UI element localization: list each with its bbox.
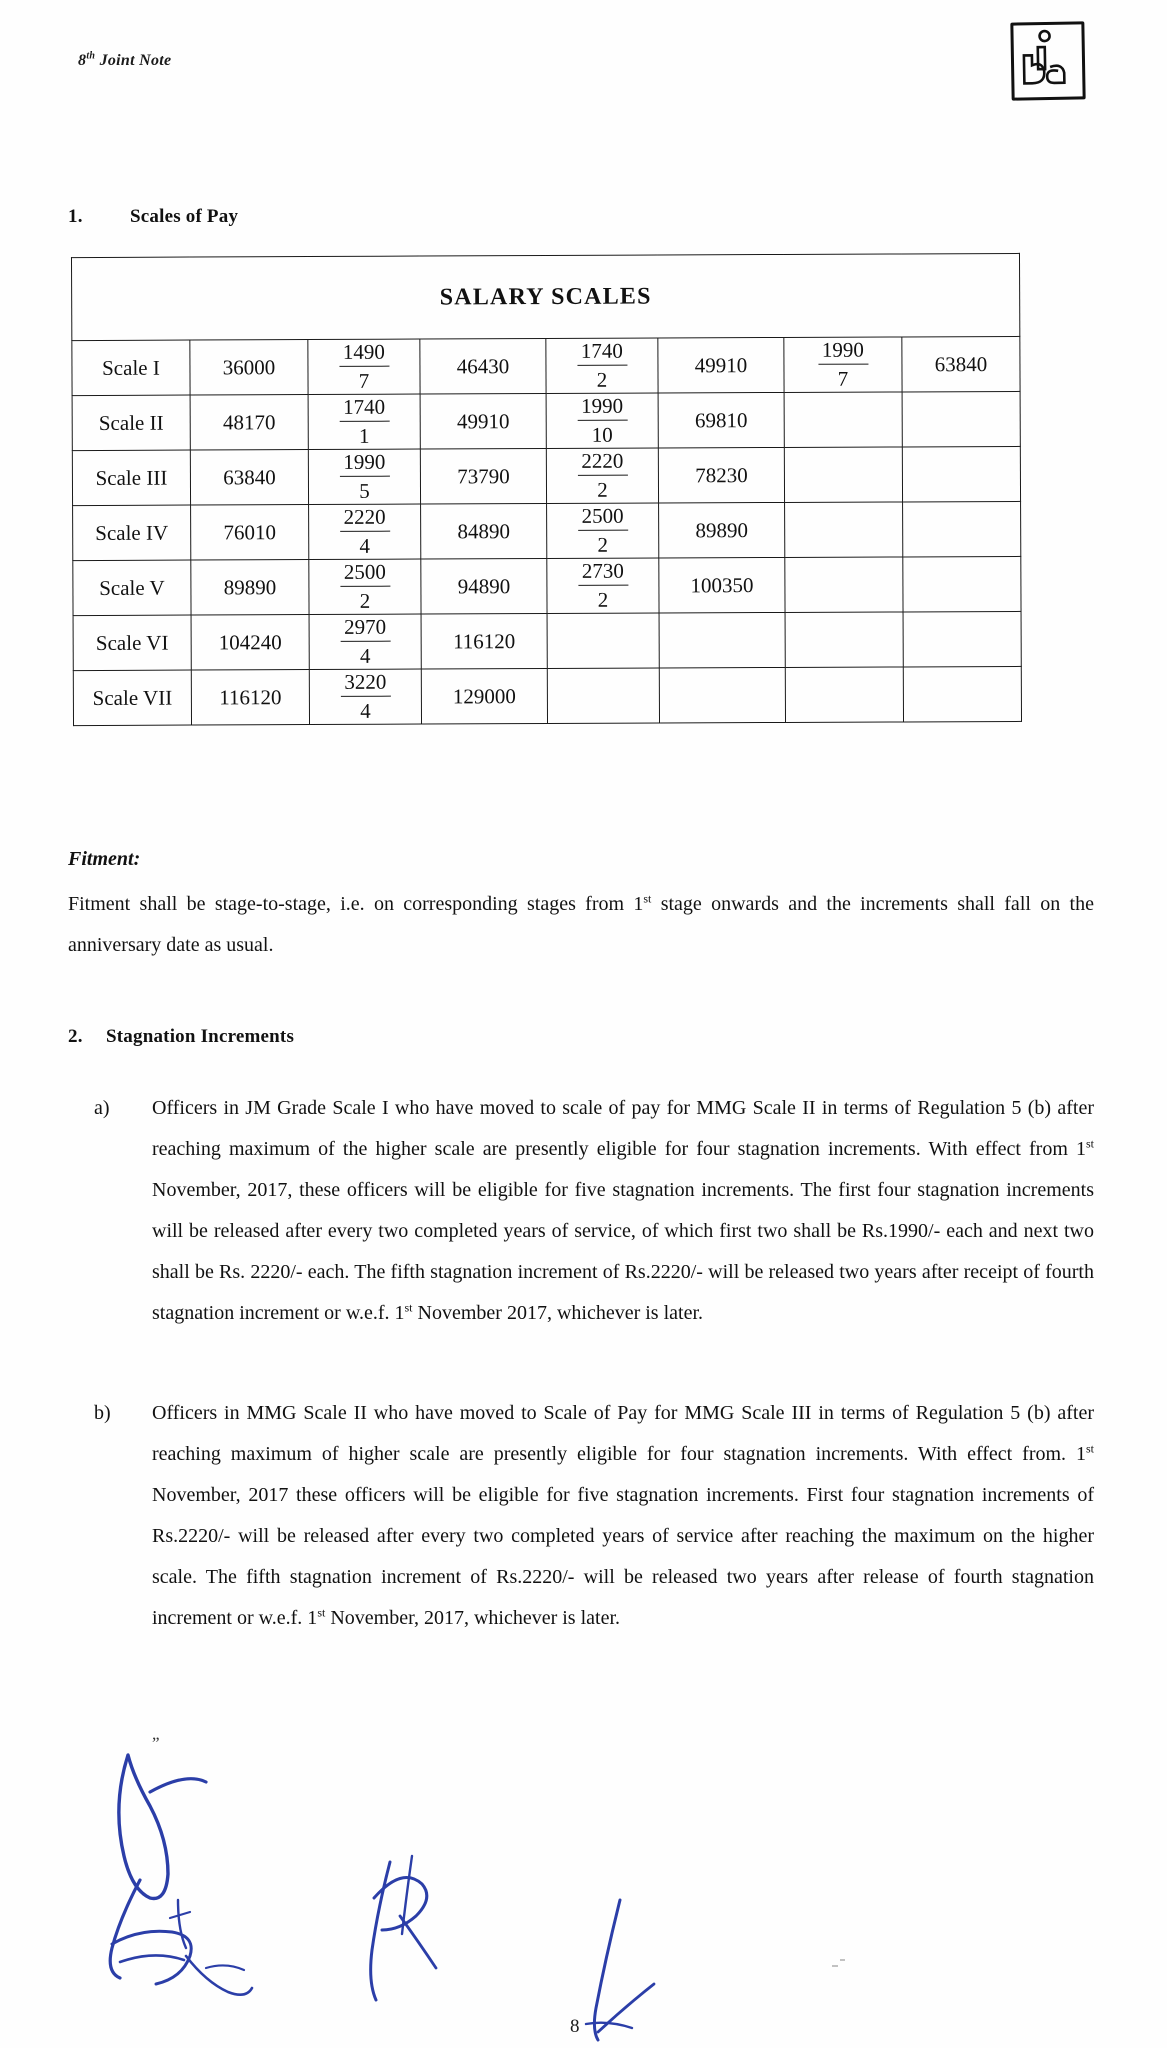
stage-cell-1: 129000 [421, 668, 547, 724]
stage-cell-1: 116120 [421, 613, 547, 669]
table-row [73, 611, 1021, 670]
fraction-bar [578, 585, 628, 586]
increment-count: 4 [359, 643, 371, 668]
increment-amount: 2220 [581, 448, 624, 473]
increment-amount: 1740 [343, 394, 386, 419]
increment-fraction [334, 670, 396, 724]
scale-name-cell: Scale II [72, 395, 190, 451]
increment-amount: 1740 [580, 338, 623, 363]
increment-cell-3 [785, 502, 903, 558]
increment-amount: 2500 [581, 503, 624, 528]
fraction-bar [339, 421, 389, 422]
stage-cell-2: 78230 [658, 447, 784, 503]
iba-logo [1010, 21, 1085, 100]
increment-amount: 2220 [343, 504, 386, 529]
stage-cell-3 [903, 666, 1021, 722]
increment-cell-1 [308, 339, 420, 394]
table-row [73, 666, 1021, 725]
fitment-text-part1: Fitment shall be stage-to-stage, i.e. on corresponding stages from 1 [68, 893, 644, 915]
salary-scales-table [71, 253, 1022, 726]
increment-fraction [334, 505, 396, 559]
increment-fraction [812, 338, 874, 392]
fraction-bar [339, 476, 389, 477]
table-row [72, 391, 1020, 450]
increment-cell-2 [546, 448, 658, 503]
increment-cell-3 [784, 447, 902, 503]
page-number: 8 [570, 2016, 580, 2037]
stage-cell-2 [659, 667, 785, 723]
scale-name-cell: Scale VI [73, 615, 191, 671]
increment-fraction [334, 560, 396, 614]
increment-count: 4 [360, 698, 371, 723]
fitment-body-text [68, 884, 1094, 966]
increment-count: 2 [596, 367, 608, 392]
stage-cell-1: 46430 [420, 338, 546, 394]
increment-cell-3 [784, 337, 902, 393]
increment-fraction [571, 394, 633, 448]
table-row [73, 556, 1021, 615]
stagnation-item-a-text [152, 1088, 1094, 1334]
stage-cell-1: 49910 [420, 393, 546, 449]
section-2-title: Stagnation Increments [106, 1026, 295, 1047]
document-header-label [78, 52, 171, 70]
increment-amount: 1990 [821, 337, 864, 362]
increment-cell-3 [785, 612, 903, 668]
salary-table-title: SALARY SCALES [71, 253, 1019, 340]
section-2-heading [68, 1026, 294, 1048]
table-row [72, 336, 1020, 395]
increment-cell-1 [308, 394, 420, 449]
increment-fraction [333, 450, 395, 504]
fraction-bar [339, 366, 389, 367]
item-a-part1: Officers in JM Grade Scale I who have moved to scale of pay for MMG Scale II in terms of Regulation 5 (b) after reaching maximum of the higher scale are presently eligible for four stagnation increments. With effect from 1 [152, 1097, 1094, 1160]
scale-name-cell: Scale III [72, 450, 190, 506]
fraction-bar [577, 365, 627, 366]
increment-cell-3 [784, 392, 902, 448]
fraction-bar [340, 531, 390, 532]
fitment-heading: Fitment: [68, 848, 141, 870]
item-a-part2: November, 2017, these officers will be eligible for five stagnation increments. The first four stagnation increments will be released after every two completed years of service, of which first two shall be Rs.1990/- each and next two shall be Rs. 2220/- each. The fifth stagnation increment of Rs.2220/- will be released two years after receipt of fourth stagnation increment or w.e.f. 1 [152, 1179, 1094, 1324]
salary-table-title-row [71, 253, 1019, 340]
increment-fraction [333, 340, 395, 394]
basic-pay-cell: 104240 [191, 615, 309, 671]
basic-pay-cell: 48170 [190, 395, 308, 451]
increment-count: 2 [359, 588, 371, 613]
increment-cell-2 [547, 503, 659, 558]
increment-cell-1 [309, 559, 421, 614]
section-2-number: 2. [68, 1026, 83, 1047]
increment-count: 4 [359, 533, 371, 558]
fraction-bar [340, 641, 390, 642]
scale-name-cell: Scale IV [73, 505, 191, 561]
increment-cell-3 [785, 557, 903, 613]
stage-cell-3 [902, 391, 1020, 447]
increment-fraction [571, 339, 633, 393]
item-a-part3: November 2017, whichever is later. [412, 1302, 703, 1324]
increment-count: 1 [358, 423, 370, 448]
increment-cell-2 [547, 613, 659, 668]
stage-cell-1: 94890 [421, 558, 547, 614]
increment-amount: 1490 [342, 339, 385, 364]
stage-cell-2 [659, 612, 785, 668]
item-b-part3: November, 2017, whichever is later. [325, 1607, 620, 1629]
stage-cell-2: 69810 [658, 392, 784, 448]
scale-name-cell: Scale V [73, 560, 191, 616]
header-number: 8 [78, 52, 87, 69]
header-ordinal-suffix: th [86, 50, 96, 62]
increment-count: 2 [597, 532, 609, 557]
increment-cell-2 [547, 668, 659, 723]
increment-count: 10 [591, 422, 613, 447]
table-row [72, 446, 1020, 505]
item-b-part1: Officers in MMG Scale II who have moved to Scale of Pay for MMG Scale III in terms of Regulation 5 (b) after reaching maximum of higher scale are presently eligible for four stagnation increments. With effect from. 1 [152, 1402, 1094, 1465]
increment-fraction [334, 615, 396, 669]
increment-amount: 2500 [343, 559, 386, 584]
fitment-text-part2: stage onwards and the increments shall fall on the anniversary date as usual. [68, 893, 1094, 956]
increment-amount: 2730 [581, 558, 624, 583]
stage-cell-2: 89890 [659, 502, 785, 558]
increment-fraction [572, 559, 634, 613]
stage-cell-3 [903, 611, 1021, 667]
stage-cell-2: 49910 [658, 337, 784, 393]
item-b-sup2: st [317, 1605, 326, 1620]
salary-table-body [71, 253, 1021, 725]
stage-cell-1: 73790 [420, 448, 546, 504]
iba-logo-inner [1013, 24, 1082, 97]
increment-fraction [571, 449, 633, 503]
stagnation-item-b-marker: b) [94, 1402, 111, 1424]
stagnation-item-b [94, 1393, 1094, 1639]
scale-name-cell: Scale I [72, 340, 190, 396]
header-title-rest: Joint Note [95, 52, 172, 69]
increment-count: 5 [359, 478, 370, 503]
basic-pay-cell: 89890 [191, 560, 309, 616]
basic-pay-cell: 116120 [191, 670, 309, 726]
increment-cell-2 [546, 393, 658, 448]
increment-cell-1 [309, 504, 421, 559]
increment-amount: 1990 [581, 393, 624, 418]
item-a-sup2: st [404, 1300, 413, 1315]
stage-cell-3 [903, 501, 1021, 557]
table-row [73, 501, 1021, 560]
increment-count: 2 [597, 477, 608, 502]
stage-cell-2: 100350 [659, 557, 785, 613]
fraction-bar [577, 420, 627, 421]
increment-cell-3 [785, 667, 903, 723]
stage-cell-3 [902, 446, 1020, 502]
increment-count: 7 [358, 368, 370, 393]
basic-pay-cell: 36000 [190, 340, 308, 396]
stage-cell-1: 84890 [421, 503, 547, 559]
stage-cell-3: 63840 [902, 336, 1020, 392]
increment-fraction [333, 395, 395, 449]
fraction-bar [577, 475, 627, 476]
fraction-bar [340, 586, 390, 587]
fitment-ordinal-suffix: st [643, 891, 652, 906]
section-1-number: 1. [68, 206, 83, 227]
item-a-sup1: st [1085, 1136, 1094, 1151]
basic-pay-cell: 76010 [191, 505, 309, 561]
item-b-sup1: st [1085, 1441, 1094, 1456]
fraction-bar [578, 530, 628, 531]
increment-cell-2 [546, 338, 658, 393]
fraction-bar [818, 364, 868, 365]
salary-table-container [71, 253, 1021, 726]
increment-cell-1 [309, 614, 421, 669]
iba-logo-icon [1013, 25, 1076, 92]
stray-ink-mark: ˮ [152, 1734, 160, 1753]
scale-name-cell: Scale VII [73, 670, 191, 726]
increment-amount: 3220 [344, 669, 387, 694]
increment-amount: 2970 [344, 614, 387, 639]
increment-cell-2 [547, 558, 659, 613]
item-b-part2: November, 2017 these officers will be eligible for five stagnation increments. First four stagnation increments of Rs.2220/- will be released after every two completed years of service after reaching the maximum on the higher scale. The fifth stagnation increment of Rs.2220/- will be released two years after release of fourth stagnation increment or w.e.f. 1 [152, 1484, 1094, 1629]
basic-pay-cell: 63840 [190, 450, 308, 506]
increment-amount: 1990 [343, 449, 386, 474]
section-1-heading [68, 206, 688, 228]
stagnation-item-a-marker: a) [94, 1097, 110, 1119]
stage-cell-3 [903, 556, 1021, 612]
stagnation-item-b-text [152, 1393, 1094, 1639]
increment-cell-1 [309, 669, 421, 724]
increment-count: 7 [837, 366, 849, 391]
stagnation-item-a [94, 1088, 1094, 1334]
increment-count: 2 [597, 587, 609, 612]
increment-cell-1 [308, 449, 420, 504]
fraction-bar [340, 696, 390, 697]
increment-fraction [572, 504, 634, 558]
section-1-title: Scales of Pay [130, 206, 239, 227]
